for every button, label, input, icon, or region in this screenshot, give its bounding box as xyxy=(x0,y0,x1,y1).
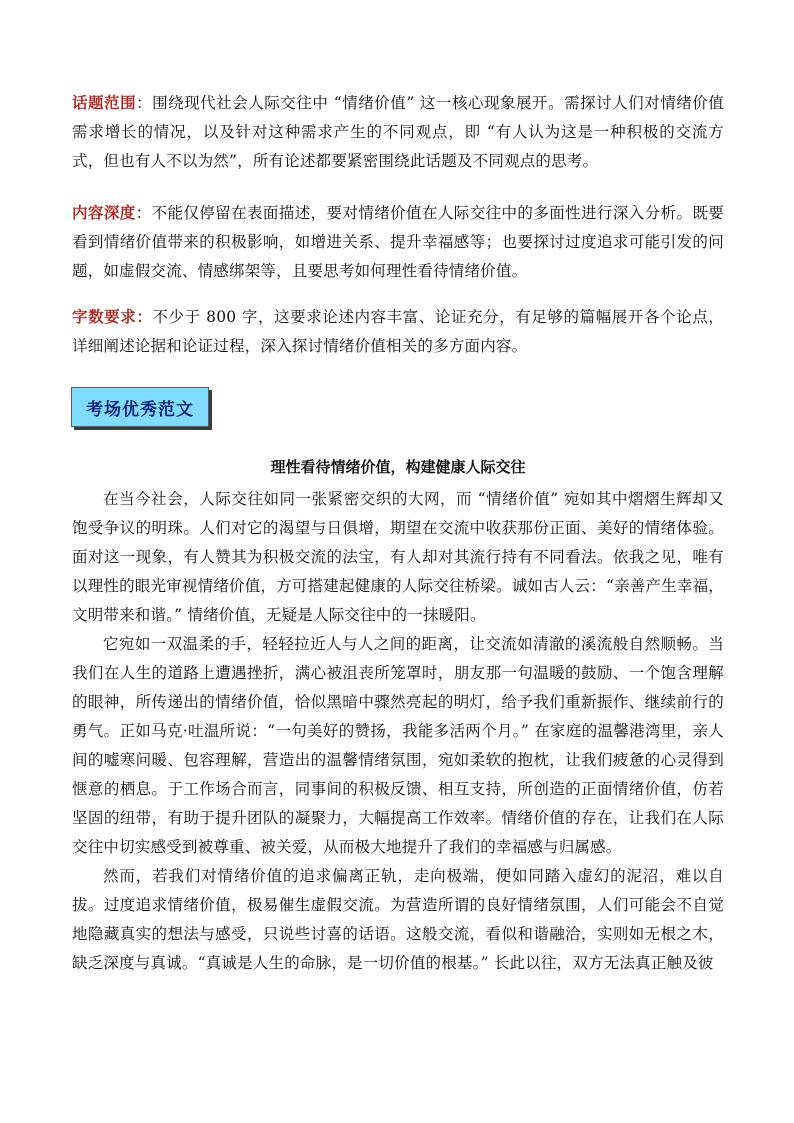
word-count-label: 字数要求： xyxy=(72,307,153,326)
topic-scope-label: 话题范围 xyxy=(72,93,137,112)
word-count-text: 不少于 800 字，这要求论述内容丰富、论证充分，有足够的篇幅展开各个论点，详细阐述论据和论证过程，深入探讨情绪价值相关的多方面内容。 xyxy=(72,308,724,355)
essay-title: 理性看待情绪价值，构建健康人际交往 xyxy=(270,458,526,476)
content-depth-label: 内容深度 xyxy=(72,203,136,222)
essay-paragraph: 它宛如一双温柔的手，轻轻拉近人与人之间的距离，让交流如清澈的溪流般自然顺畅。当我们在人生的道路上遭遇挫折，满心被沮丧所笼罩时，朋友那一句温暖的鼓励、一个饱含理解的眼神，所传递出的情绪价值，恰似黑暗中骤然亮起的明灯，给予我们重新振作、继续前行的勇气。正如马克·吐温所说：“一句美好的赞扬，我能多活两个月。” 在家庭的温馨港湾里，亲人间的嘘寒问暖、包容理解，营造出的温馨情绪氛围，宛如柔软的抱枕，让我们疲惫的心灵得到惬意的栖息。于工作场合而言，同事间的积极反馈、相互支持，所创造的正面情绪价值，仿若坚固的纽带，有助于提升团队的凝聚力，大幅提高工作效率。情绪价值的存在，让我们在人际交往中切实感受到被尊重、被关爱，从而极大地提升了我们的幸福感与归属感。 xyxy=(72,635,724,856)
essay-paragraph: 在当今社会，人际交往如同一张紧密交织的大网，而 “情绪价值” 宛如其中熠熠生辉却又饱受争议的明珠。人们对它的渴望与日俱增，期望在交流中收获那份正面、美好的情绪体验。面对这一现象，有人赞其为积极交流的法宝，有人却对其流行持有不同看法。依我之见，唯有以理性的眼光审视情绪价值，方可搭建起健康的人际交往桥梁。诚如古人云：“亲善产生幸福，文明带来和谐。” 情绪价值，无疑是人际交往中的一抹暖阳。 xyxy=(72,490,724,624)
essay-body xyxy=(72,485,724,978)
content-depth-paragraph xyxy=(72,198,724,286)
topic-scope-paragraph xyxy=(72,88,724,176)
essay-paragraph: 然而，若我们对情绪价值的追求偏离正轨，走向极端，便如同踏入虚幻的泥沼，难以自拔。过度追求情绪价值，极易催生虚假交流。为营造所谓的良好情绪氛围，人们可能会不自觉地隐藏真实的想法与感受，只说些讨喜的话语。这般交流，看似和谐融洽，实则如无根之木，缺乏深度与真诚。“真诚是人生的命脉，是一切价值的根基。” 长此以往，双方无法真正触及彼 xyxy=(72,867,724,972)
content-depth-text: ：不能仅停留在表面描述，要对情绪价值在人际交往中的多面性进行深入分析。既要看到情绪价值带来的积极影响，如增进关系、提升幸福感等；也要探讨过度追求可能引发的问题，如虚假交流、情感绑架等，且要思考如何理性看待情绪价值。 xyxy=(72,204,724,280)
section-heading-box xyxy=(71,387,209,427)
section-heading: 考场优秀范文 xyxy=(86,399,194,420)
topic-scope-text: ：围绕现代社会人际交往中 “情绪价值” 这一核心现象展开。需探讨人们对情绪价值需求增长的情况，以及针对这种需求产生的不同观点，即 “有人认为这是一种积极的交流方式，但也有人不以为然”，所有论述都要紧密围绕此话题及不同观点的思考。 xyxy=(72,94,724,170)
word-count-paragraph xyxy=(72,302,724,361)
